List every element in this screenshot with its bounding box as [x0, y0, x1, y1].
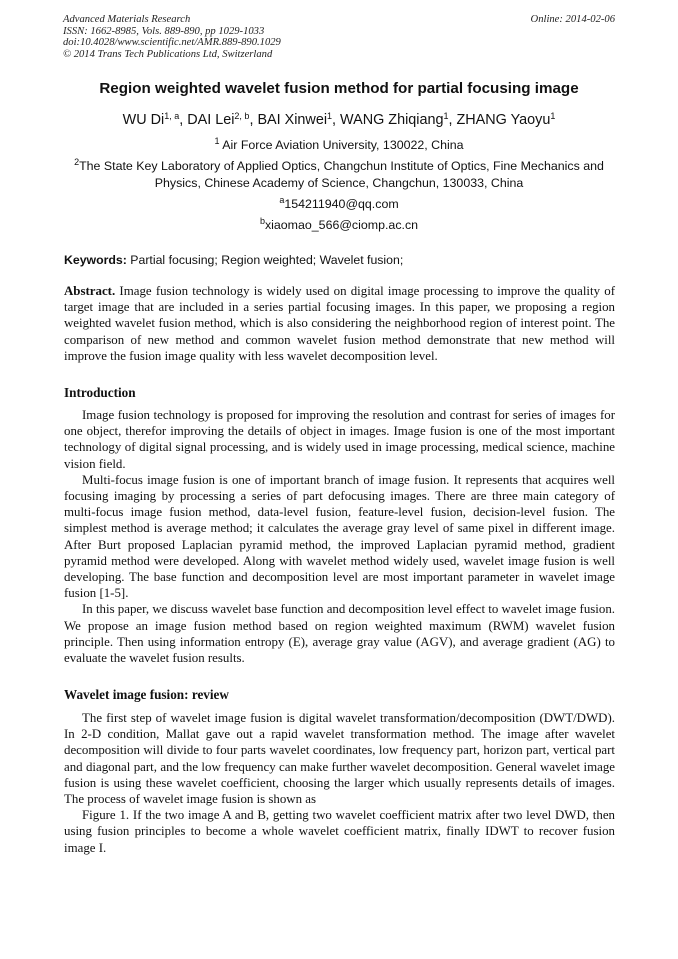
keywords-text: Partial focusing; Region weighted; Wavelet fusion; [130, 253, 404, 267]
online-date: Online: 2014-02-06 [530, 14, 615, 25]
section-heading-review: Wavelet image fusion: review [64, 687, 229, 702]
author: ZHANG Yaoyu$^1$ [456, 111, 556, 128]
affiliation-1: $^1$ Air Force Aviation University, 130022, China [214, 136, 464, 152]
issn-line: ISSN: 1662-8985, Vols. 889-890, pp 1029-1033 [63, 25, 265, 37]
section-heading-introduction: Introduction [64, 385, 136, 400]
paragraph: The first step of wavelet image fusion is digital wavelet transformation/decomposition (DWT/DWD). In 2-D condition, Mallat gave out a rapid wavelet transformation method. The image after wavelet decomposition will divide to four parts wavelet coordinates, low frequency part, horizon part, vertical part and diagonal part, and the low frequency can make further wavelet decomposition. General wavelet image fusion is using these wavelet coefficient, choosing the larger which usually represents details of images. The process of wavelet image fusion is shown as [64, 711, 615, 807]
paragraph: Figure 1. If the two image A and B, getting two wavelet coefficient matrix after two level DWD, then using fusion principles to become a whole wavelet coefficient matrix, finally IDWT to recover fusion image I. [64, 808, 615, 855]
paragraph: Multi-focus image fusion is one of important branch of image fusion. It represents that acquires well focusing imaging by processing a series of part defocusing images. There are three main category of multi-focus image fusion method, data-level fusion, feature-level fusion, decision-level fusion. The simplest method is average method; it calculates the average gray level of same pixel in different image. After Burt proposed Laplacian pyramid method, the improved Laplacian pyramid method, gradient pyramid method were developed. Along with wavelet method widely used, wavelet image fusion is well developing. The base function and decomposition level are most important parameter in wavelet image fusion [1-5]. [64, 472, 615, 601]
paragraph: Image fusion technology is proposed for improving the resolution and contrast for series of images for one object, therefor improving the details of object in images. Image fusion is one of the most important technology of digital signal processing, and is widely used in image processing, medical science, machine vision field. [64, 408, 615, 471]
journal-header [63, 14, 615, 60]
affiliation-2: $^2$The State Key Laboratory of Applied Optics, Changchun Institute of Optics, Fine Mechanics and Physics, Chinese Academy of Science, Changchun, 130033, China [74, 157, 604, 190]
abstract-label: Abstract. [64, 284, 116, 298]
email-a: $^a$154211940@qq.com [279, 195, 399, 211]
doi-line: doi:10.4028/www.scientific.net/AMR.889-890.1029 [63, 37, 281, 49]
author: WU Di$^{1, a}$, [122, 111, 188, 128]
copyright-line: © 2014 Trans Tech Publications Ltd, Switzerland [63, 48, 273, 60]
author: BAI Xinwei$^1$, [257, 111, 341, 128]
keywords [64, 253, 616, 267]
paragraph: In this paper, we discuss wavelet base function and decomposition level effect to wavelet image fusion. We propose an image fusion method based on region weighted maximum (RWM) wavelet fusion principle. Then using information entropy (E), average gray value (AGV), and average gradient (AG) to evaluate the wavelet fusion results. [64, 602, 615, 666]
author: WANG Zhiqiang$^1$, [340, 111, 457, 128]
journal-name: Advanced Materials Research [63, 14, 191, 25]
introduction-body [64, 407, 615, 666]
author-list [40, 112, 638, 128]
author: DAI Lei$^{2, b}$, [187, 111, 258, 128]
email-b: $^b$xiaomao_566@ciomp.ac.cn [259, 216, 419, 232]
abstract [64, 283, 615, 364]
keywords-label: Keywords: [64, 253, 127, 267]
abstract-text: Image fusion technology is widely used on digital image processing to improve the quality of target image that are included in a series partial focusing images. In this paper, we proposing a region weighted wavelet fusion method, which is also considering the neighborhood region of interest point. The comparison of new method and common wavelet fusion method demonstrate that new method will improve the fusion image quality with less wavelet decomposition level. [64, 284, 615, 363]
review-body [64, 710, 615, 856]
paper-title: Region weighted wavelet fusion method for partial focusing image [99, 80, 579, 97]
